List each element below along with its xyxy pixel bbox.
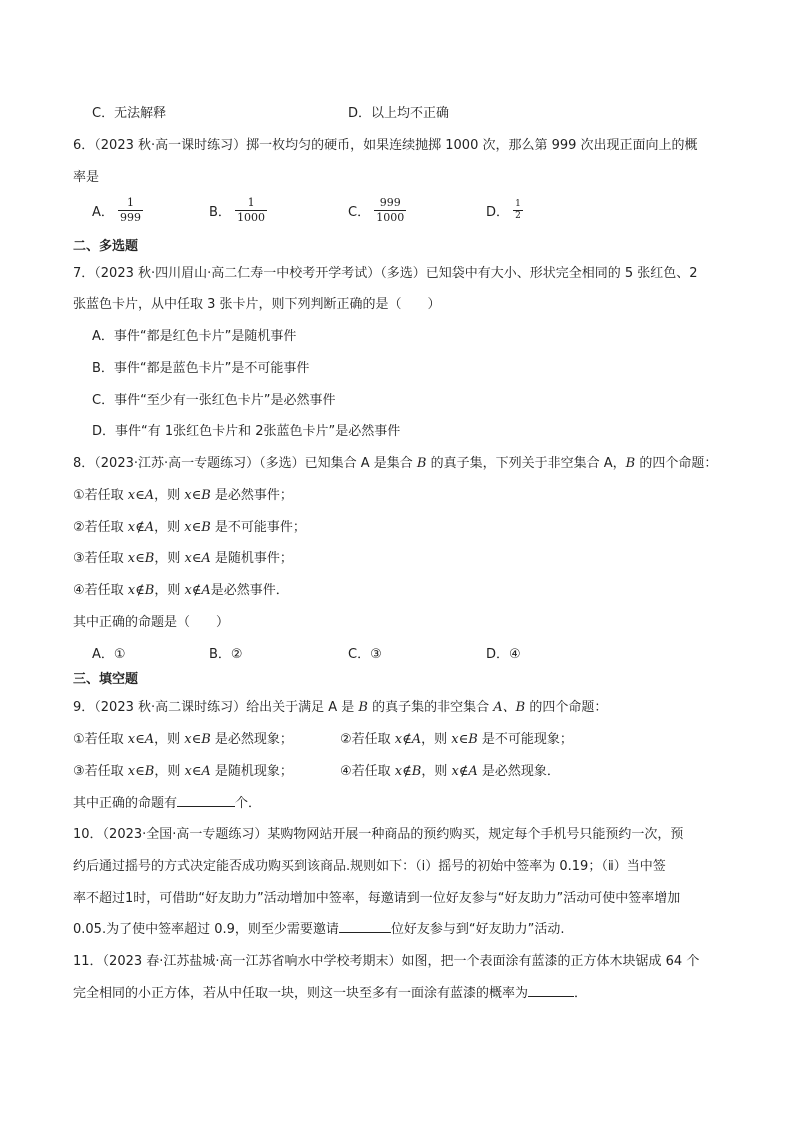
q6-stem-line1: 6．（2023 秋·高一课时练习）掷一枚均匀的硬币，如果连续抛掷 1000 次，那么第 999 次出现正面向上的概: [73, 138, 698, 153]
math-expression: x∉A: [451, 764, 478, 779]
q8-stem-text: 的真子集，下列关于非空集合 A，: [426, 456, 626, 471]
q7-option-b: B．事件“都是蓝色卡片”是不可能事件: [92, 361, 310, 376]
q6-option-d: [486, 199, 523, 222]
q9-proposition-2: [340, 728, 573, 747]
q6-option-a: [92, 196, 143, 225]
numerator: 1: [127, 196, 135, 209]
prop-text: ①若任取: [73, 488, 128, 503]
q9-proposition-1: [73, 728, 293, 747]
prop-text: ，则: [421, 732, 452, 747]
math-expression: x∈B: [184, 488, 211, 503]
answer-blank[interactable]: [339, 920, 391, 933]
math-expression: x∉A: [127, 520, 155, 535]
prop-text: ②若任取: [73, 520, 128, 535]
prop-text: ④若任取: [73, 583, 128, 598]
prop-text: ④若任取: [340, 764, 395, 779]
math-expression: x∈A: [184, 551, 211, 566]
prop-text: 是必然现象；: [210, 732, 293, 747]
numerator: 1: [247, 196, 255, 209]
q6-stem-line2: 率是: [73, 170, 100, 185]
q8-option-c: C．③: [348, 647, 382, 662]
prop-text: ③若任取: [73, 764, 128, 779]
prop-text: ，则: [154, 732, 185, 747]
math-expression: x∉B: [127, 583, 155, 598]
q5-option-d: D．以上均不正确: [348, 106, 450, 121]
math-expression: x∈B: [184, 520, 211, 535]
option-label: D．: [486, 205, 510, 220]
math-expression: x∈B: [127, 764, 155, 779]
numerator: 999: [379, 196, 401, 209]
q11-stem-line2: [73, 982, 587, 1001]
math-expression: x∉B: [394, 764, 422, 779]
q10-text: 位好友参与到“好友助力”活动.: [390, 922, 565, 937]
q9-stem-text: 9．（2023 秋·高二课时练习）给出关于满足 A 是: [73, 700, 359, 715]
answer-blank[interactable]: [177, 794, 235, 807]
prop-text: 是随机事件；: [210, 551, 293, 566]
q8-option-d: D．④: [486, 647, 521, 662]
math-expression: x∉A: [394, 732, 422, 747]
option-label: B．: [209, 205, 231, 220]
prop-text: ，则: [154, 488, 185, 503]
q8-option-b: B．②: [209, 647, 243, 662]
prop-text: 是必然事件．: [210, 583, 289, 598]
math-expression: x∈A: [127, 732, 155, 747]
math-symbol: B: [625, 456, 636, 471]
q5-option-c: C．无法解释: [92, 106, 167, 121]
math-expression: x∈B: [451, 732, 478, 747]
option-label: C．: [348, 205, 371, 220]
q8-stem-text: 8．（2023·江苏·高一专题练习）（多选）已知集合 A 是集合: [73, 456, 417, 471]
denominator: 1000: [237, 211, 266, 224]
fraction: [374, 196, 406, 225]
q10-stem-line2: 约后通过摇号的方式决定能否成功购买到该商品.规则如下：（ⅰ）摇号的初始中签率为 0.19；（ⅱ）当中签: [73, 859, 666, 874]
q7-option-d: D．事件“有 1张红色卡片和 2张蓝色卡片”是必然事件: [92, 424, 401, 439]
prop-text: ②若任取: [340, 732, 395, 747]
q7-stem-line2: 张蓝色卡片，从中任取 3 张卡片，则下列判断正确的是（ ）: [73, 297, 441, 312]
q11-stem-line1: 11．（2023 春·江苏盐城·高一江苏省响水中学校考期末）如图，把一个表面涂有蓝漆的正方体木块锯成 64 个: [73, 954, 700, 969]
q8-option-a: A．①: [92, 647, 126, 662]
math-symbol: B: [416, 456, 427, 471]
math-expression: x∈A: [184, 764, 211, 779]
q11-text: ．: [574, 986, 588, 1001]
denominator: 999: [120, 211, 142, 224]
numerator: 1: [515, 199, 521, 209]
math-symbol: B: [358, 700, 368, 715]
prop-text: 是随机现象；: [210, 764, 293, 779]
q9-stem-text: 的四个命题：: [525, 700, 608, 715]
prop-text: 是必然现象．: [477, 764, 560, 779]
prop-text: ①若任取: [73, 732, 128, 747]
prop-text: 是不可能现象；: [477, 732, 573, 747]
q8-proposition-3: [73, 547, 293, 566]
q9-ask: [73, 792, 261, 811]
q11-text: 完全相同的小正方体，若从中任取一块，则这一块至多有一面涂有蓝漆的概率为: [73, 986, 529, 1001]
math-expression: x∈B: [184, 732, 211, 747]
q9-proposition-3: [73, 760, 293, 779]
q8-ask: 其中正确的命题是（ ）: [73, 615, 230, 630]
prop-text: ，则: [421, 764, 452, 779]
q7-option-c: C．事件“至少有一张红色卡片”是必然事件: [92, 393, 336, 408]
q9-ask-text: 个．: [235, 796, 262, 811]
prop-text: ，则: [154, 764, 185, 779]
q9-ask-text: 其中正确的命题有: [73, 796, 178, 811]
q8-stem-text: 的四个命题：: [635, 456, 718, 471]
q6-option-b: [209, 196, 267, 225]
q10-stem-line1: 10．（2023·全国·高一专题练习）某购物网站开展一种商品的预约购买，规定每个手机号只能预约一次，预: [73, 827, 684, 842]
q8-proposition-2: [73, 516, 306, 535]
section-heading-fill-in: 三、填空题: [73, 672, 139, 687]
answer-blank[interactable]: [528, 984, 574, 997]
q8-proposition-4: [73, 579, 289, 598]
q9-stem: [73, 696, 607, 715]
denominator: 1000: [376, 211, 405, 224]
math-expression: x∈B: [127, 551, 155, 566]
math-expression: x∉A: [184, 583, 211, 598]
q10-stem-line3: 率不超过1时，可借助“好友助力”活动增加中签率，每邀请到一位好友参与“好友助力”活动可使中签率增加: [73, 891, 681, 906]
q9-proposition-4: [340, 760, 560, 779]
q10-text: 0.05.为了使中签率超过 0.9，则至少需要邀请: [73, 922, 339, 937]
fraction: [118, 196, 143, 225]
section-heading-multiple-choice: 二、多选题: [73, 239, 139, 254]
option-label: A．: [92, 205, 114, 220]
prop-text: ，则: [154, 583, 185, 598]
q7-option-a: A．事件“都是红色卡片”是随机事件: [92, 329, 297, 344]
prop-text: 是必然事件；: [210, 488, 293, 503]
denominator: 2: [515, 211, 521, 221]
q8-proposition-1: [73, 484, 293, 503]
prop-text: ，则: [154, 520, 185, 535]
prop-text: ，则: [154, 551, 185, 566]
fraction: [513, 199, 523, 222]
q6-option-c: [348, 196, 406, 225]
q9-stem-text: 的真子集的非空集合: [367, 700, 494, 715]
prop-text: 是不可能事件；: [210, 520, 306, 535]
q8-stem: [73, 452, 717, 471]
prop-text: ③若任取: [73, 551, 128, 566]
fraction: [235, 196, 267, 225]
q7-stem-line1: 7．（2023 秋·四川眉山·高二仁寿一中校考开学考试）（多选）已知袋中有大小、形状完全相同的 5 张红色、2: [73, 266, 698, 281]
math-expression: x∈A: [127, 488, 155, 503]
q10-stem-line4: [73, 918, 565, 937]
math-symbol: A、B: [493, 700, 526, 715]
